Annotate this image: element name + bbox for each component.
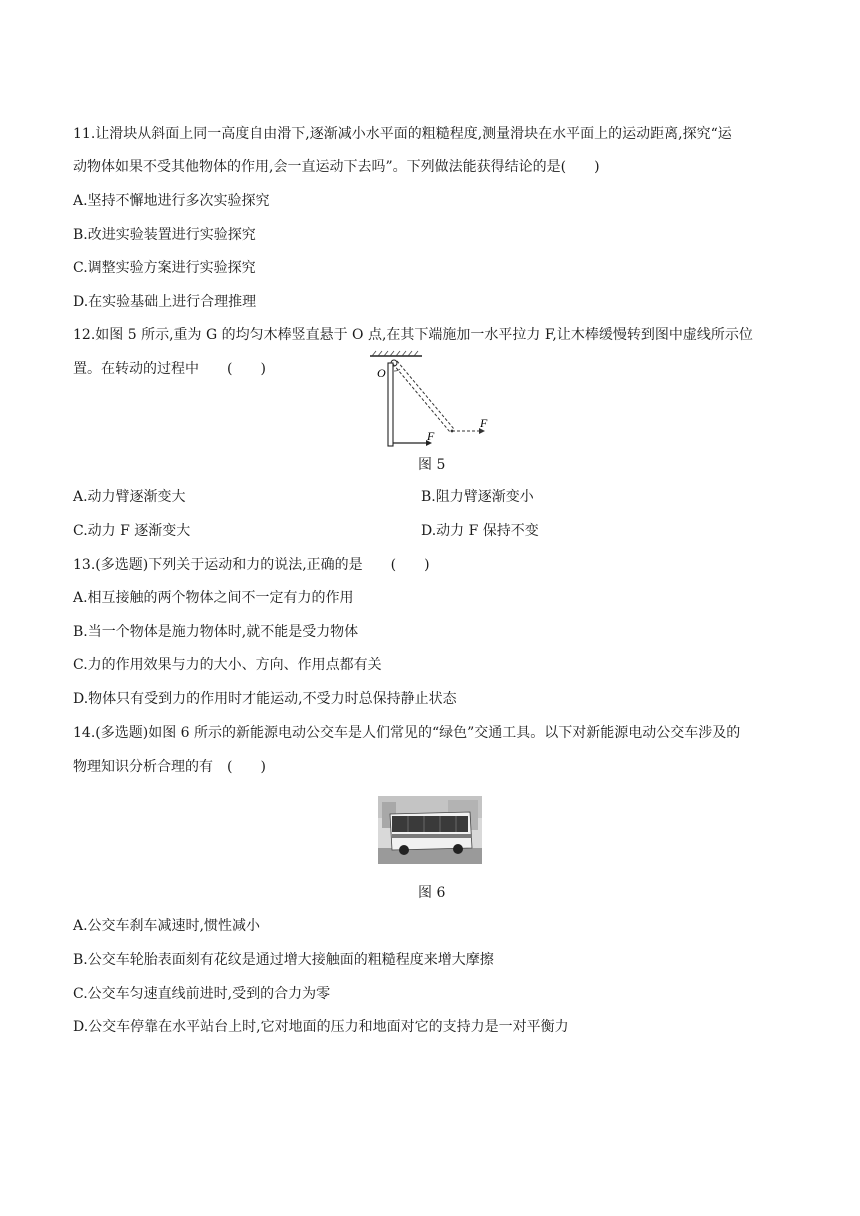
q12-stem-line1: 12.如图 5 所示,重为 G 的均匀木棒竖直悬于 O 点,在其下端施加一水平拉力 F,让木棒缓慢转到图中虚线所示位 (73, 327, 753, 343)
road (378, 848, 482, 864)
q11-stem-line2: 动物体如果不受其他物体的作用,会一直运动下去吗”。下列做法能获得结论的是( ) (73, 159, 600, 175)
q11-stem-line1: 11.让滑块从斜面上同一高度自由滑下,逐渐减小水平面的粗糙程度,测量滑块在水平面上的运动距离,探究“运 (73, 126, 732, 142)
rod-end-point (451, 430, 454, 433)
label-f-solid: F (427, 429, 435, 443)
figure-5-lever-diagram (366, 350, 496, 450)
q12-option-d: D.动力 F 保持不变 (421, 523, 539, 539)
q14-option-c: C.公交车匀速直线前进时,受到的合力为零 (73, 986, 331, 1002)
q13-stem: 13.(多选题)下列关于运动和力的说法,正确的是 ( ) (73, 557, 430, 573)
q12-option-b: B.阻力臂逐渐变小 (421, 489, 534, 505)
q13-option-d: D.物体只有受到力的作用时才能运动,不受力时总保持静止状态 (73, 691, 457, 707)
rotated-rod-edge-2 (397, 361, 454, 429)
vertical-rod (388, 363, 393, 446)
bus-stripe (392, 834, 472, 838)
q11-option-c: C.调整实验方案进行实验探究 (73, 260, 256, 276)
bus-windows (392, 816, 468, 832)
q11-option-d: D.在实验基础上进行合理推理 (73, 294, 257, 310)
figure-6-bus-photo (378, 796, 482, 864)
label-f-dashed: F (480, 416, 488, 430)
q14-stem-line2: 物理知识分析合理的有 ( ) (73, 759, 266, 775)
q14-option-a: A.公交车刹车减速时,惯性减小 (73, 918, 261, 934)
q14-option-b: B.公交车轮胎表面刻有花纹是通过增大接触面的粗糙程度来增大摩擦 (73, 952, 494, 968)
q14-option-d: D.公交车停靠在水平站台上时,它对地面的压力和地面对它的支持力是一对平衡力 (73, 1019, 569, 1035)
q13-option-c: C.力的作用效果与力的大小、方向、作用点都有关 (73, 657, 382, 673)
bus-wheel-rear (453, 844, 463, 854)
q11-option-a: A.坚持不懈地进行多次实验探究 (73, 193, 270, 209)
q12-stem-line2: 置。在转动的过程中 ( ) (73, 361, 266, 377)
q13-option-b: B.当一个物体是施力物体时,就不能是受力物体 (73, 624, 359, 640)
q12-option-c: C.动力 F 逐渐变大 (73, 523, 191, 539)
figure-5-caption: 图 5 (418, 457, 446, 473)
label-o: O (377, 366, 386, 380)
bus-wheel-front (399, 845, 409, 855)
q13-option-a: A.相互接触的两个物体之间不一定有力的作用 (73, 590, 354, 606)
q11-option-b: B.改进实验装置进行实验探究 (73, 227, 256, 243)
figure-6-caption: 图 6 (418, 885, 446, 901)
q12-option-a: A.动力臂逐渐变大 (73, 489, 186, 505)
rotated-rod-edge-1 (393, 364, 450, 432)
q14-stem-line1: 14.(多选题)如图 6 所示的新能源电动公交车是人们常见的“绿色”交通工具。以下对新能源电动公交车涉及的 (73, 725, 741, 741)
